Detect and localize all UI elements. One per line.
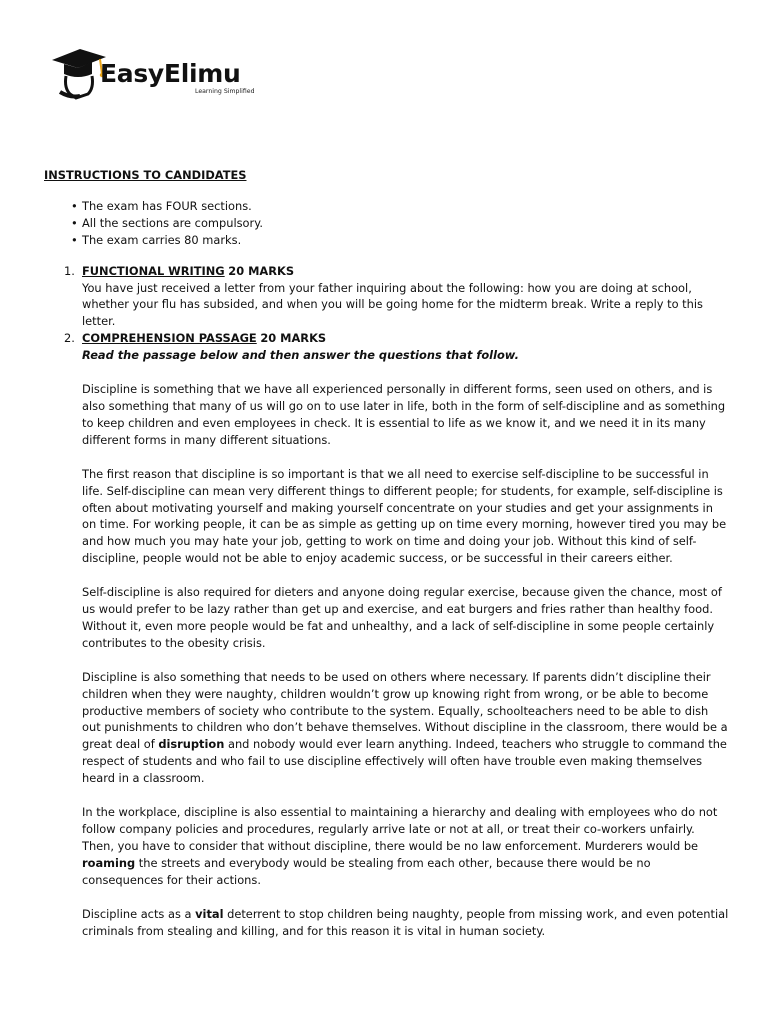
paragraph-bold-word: roaming [82,855,136,870]
paragraph-bold-word: disruption [158,737,225,752]
paragraph-text: In the workplace, discipline is also essential to maintaining a hierarchy and dealing with employees who do not follow company policies and procedures, regularly arrive late or not at all, or treat their co-workers unfairly. Then, you have to consider that without discipline, there would be no law enforcement. Murderers would be [82,805,718,853]
paragraph-text: The first reason that discipline is so important is that we all need to exercise self-discipline to be successful in life. Self-discipline can mean very different things to different people; for students, for example, self-discipline is often about motivating yourself and making yourself concentrate on your studies and get your assignments in on time. For working people, it can be as simple as getting up on time every morning, however tired you may be and how much you may hate your job, getting to work on time and doing your job. Without this kind of self-discipline, people would not be able to enjoy academic success, or be successful in their careers either. [82,466,727,566]
passage-paragraph [82,381,730,449]
instruction-text: The exam carries 80 marks. [82,232,242,247]
logo [50,44,255,100]
section-title: COMPREHENSION PASSAGE [82,331,257,346]
sections-list [44,263,730,940]
section-functional-writing [64,263,730,331]
instructions-title: INSTRUCTIONS TO CANDIDATES [44,168,247,182]
instruction-item [71,198,730,215]
instruction-text: All the sections are compulsory. [82,215,263,230]
section-title: FUNCTIONAL WRITING [82,263,225,278]
logo-tagline: Learning Simplified [195,88,255,95]
passage-paragraph [82,906,730,940]
logo-name: EasyElimu [100,59,241,88]
passage-paragraph [82,466,730,567]
paragraph-text: Discipline is something that we have all experienced personally in different forms, seen used on others, and is also something that many of us will go on to use later in life, both in the form of self-discipline and as something to keep children and even employees in check. It is essential to life as we know it, and we need it in its many different forms in many different situations. [82,382,726,447]
bullet-icon: • [71,215,78,230]
section-directive: Read the passage below and then answer the questions that follow. [82,348,519,363]
instruction-item [71,232,730,249]
section-number: 1. [64,263,75,278]
instruction-text: The exam has FOUR sections. [82,198,252,213]
paragraph-text: Discipline is also something that needs to be used on others where necessary. If parents didn’t discipline their children when they were naughty, children wouldn’t grow up knowing right from wrong, or be able to become productive members of society who contribute to the system. Equally, schoolteachers need to be able to dish out punishments to children who don’t behave themselves. Without discipline in the classroom, there would be a great deal of [82,669,728,752]
paragraph-text: the streets and everybody would be stealing from each other, because there would be no consequences for their actions. [82,855,651,887]
exam-content [44,167,730,956]
section-comprehension [64,330,730,939]
passage-paragraph [82,804,730,889]
section-number: 2. [64,331,75,346]
section-marks: 20 MARKS [260,331,327,346]
passage-paragraph [82,584,730,652]
instructions-list [44,198,730,249]
section-heading [82,263,730,280]
bullet-icon: • [71,232,78,247]
paragraph-text: deterrent to stop children being naughty, people from missing work, and even potential criminals from stealing and killing, and for this reason it is vital in human society. [82,906,729,938]
instruction-item [71,215,730,232]
passage-paragraph [82,669,730,787]
paragraph-text: Discipline acts as a [82,906,196,921]
bullet-icon: • [71,198,78,213]
section-heading [82,330,730,347]
paragraph-text: Self-discipline is also required for dieters and anyone doing regular exercise, because given the chance, most of us would prefer to be lazy rather than get up and exercise, and eat burgers and fries rather than healthy food. Without it, even more people would be fat and unhealthy, and a lack of self-discipline in some people certainly contributes to the obesity crisis. [82,585,722,650]
paragraph-bold-word: vital [195,906,224,921]
section-marks: 20 MARKS [228,263,295,278]
paragraph-text: and nobody would ever learn anything. Indeed, teachers who struggle to command the respect of students and who fail to use discipline effectively will often have trouble even making themselves heard in a classroom. [82,737,727,786]
section-question: You have just received a letter from your father inquiring about the following: how you are doing at school, whether your flu has subsided, and when you will be going home for the midterm break. Write a reply to this letter. [82,280,703,329]
